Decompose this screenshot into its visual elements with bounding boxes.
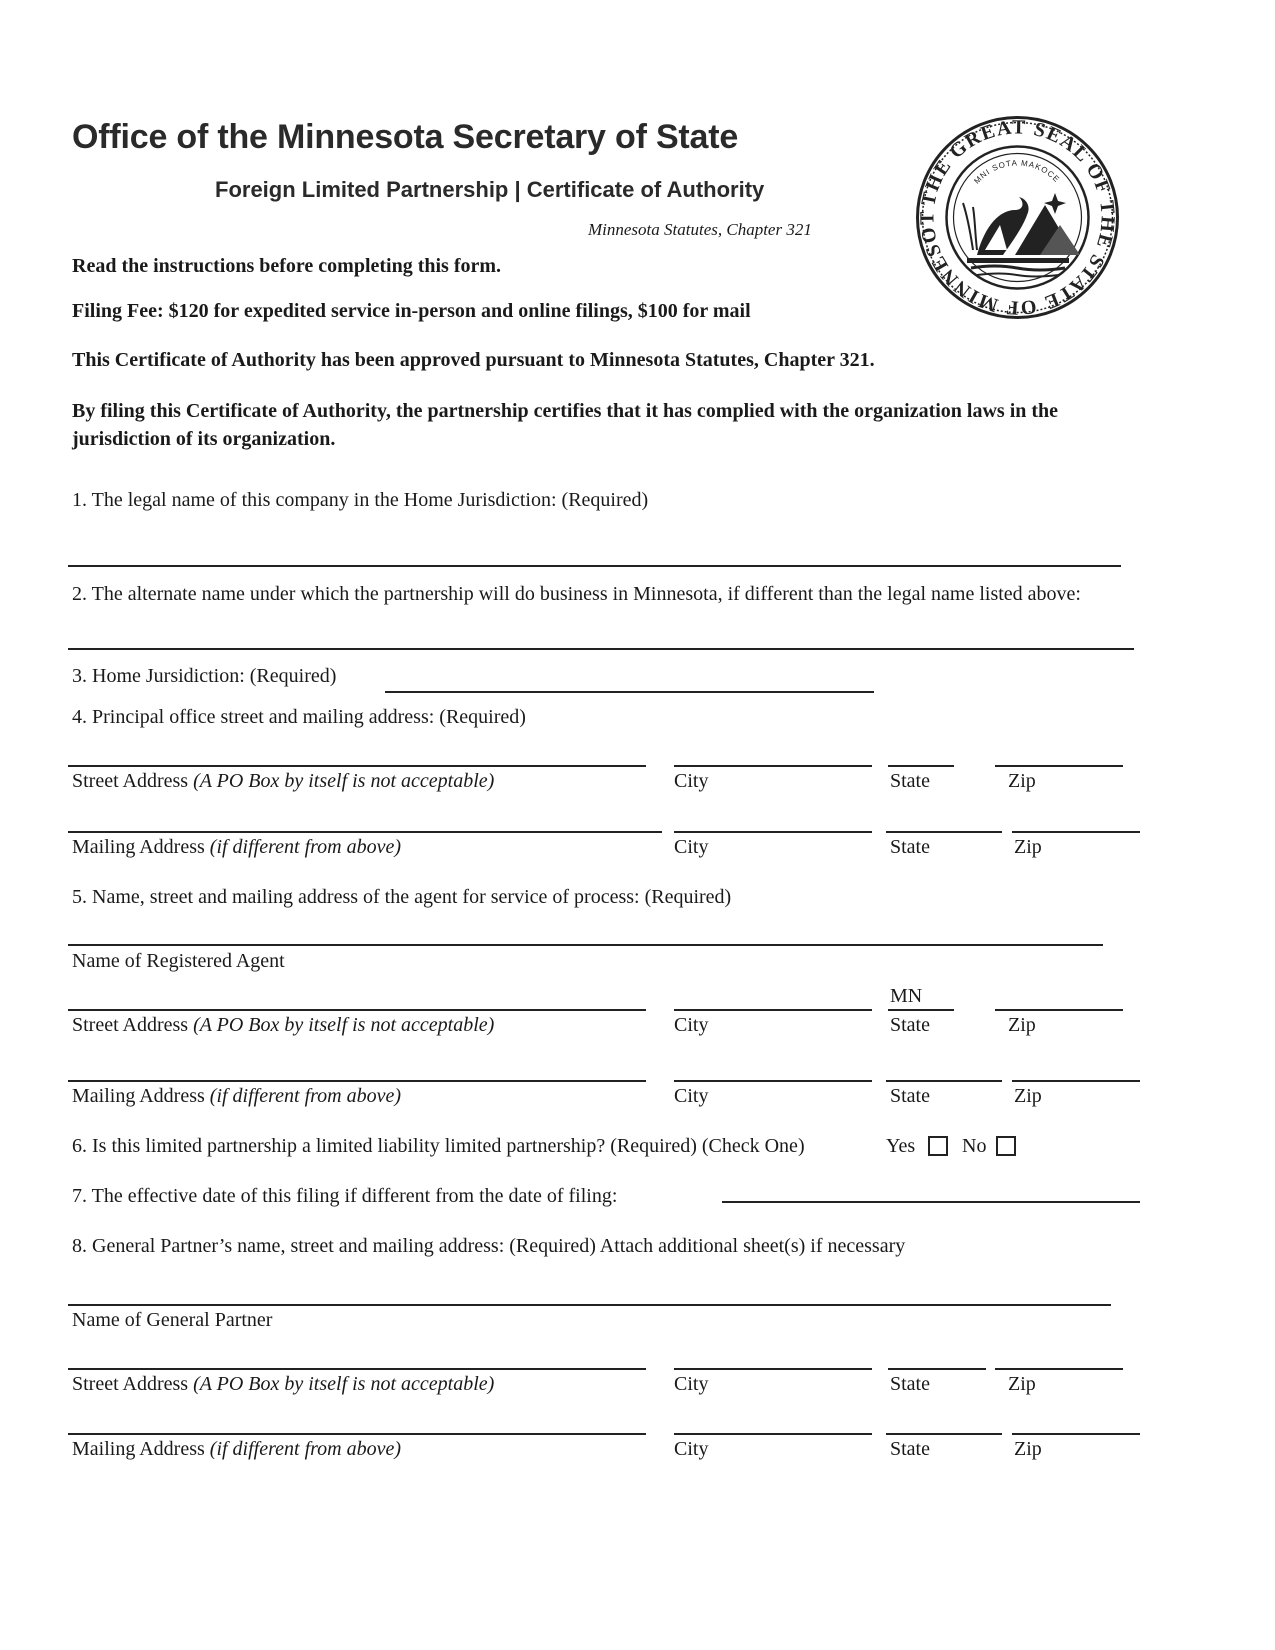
question-4-principal-office: 4. Principal office street and mailing address: (Required) — [72, 706, 526, 728]
partner-mailing-state-field[interactable] — [886, 1433, 1002, 1435]
principal-city-field[interactable] — [674, 765, 872, 767]
agent-city-field[interactable] — [674, 1009, 872, 1011]
principal-city-label: City — [674, 770, 709, 792]
principal-zip-field[interactable] — [995, 765, 1123, 767]
general-partner-name-field[interactable] — [68, 1304, 1111, 1306]
llp-no-checkbox[interactable] — [996, 1136, 1016, 1156]
principal-mailing-field[interactable] — [68, 831, 662, 833]
partner-zip-label: Zip — [1008, 1373, 1036, 1395]
partner-zip-field[interactable] — [995, 1368, 1123, 1370]
question-1-legal-name: 1. The legal name of this company in the Home Jurisdiction: (Required) — [72, 489, 649, 511]
agent-city-label: City — [674, 1014, 709, 1036]
principal-mailing-city-field[interactable] — [674, 831, 872, 833]
principal-zip-label: Zip — [1008, 770, 1036, 792]
certification-statement: By filing this Certificate of Authority, the partnership certifies that it has complied with the organization laws in the jurisdiction of its organization. — [72, 400, 1059, 450]
partner-mailing-state-label: State — [890, 1438, 930, 1460]
agent-state-field[interactable] — [888, 1009, 954, 1011]
partner-city-label: City — [674, 1373, 709, 1395]
agent-zip-field[interactable] — [995, 1009, 1123, 1011]
question-2-alternate-name: 2. The alternate name under which the partnership will do business in Minnesota, if different than the legal name listed above: — [72, 583, 1081, 605]
principal-mailing-zip-field[interactable] — [1012, 831, 1140, 833]
principal-mailing-label: Mailing Address (if different from above) — [72, 836, 402, 858]
agent-state-label: State — [890, 1014, 930, 1036]
home-jurisdiction-field[interactable] — [385, 691, 874, 693]
partner-mailing-zip-label: Zip — [1014, 1438, 1042, 1460]
alternate-name-field[interactable] — [68, 648, 1134, 650]
statute-reference: Minnesota Statutes, Chapter 321 — [588, 220, 812, 239]
page-title: Office of the Minnesota Secretary of State — [72, 118, 739, 156]
agent-mailing-label: Mailing Address (if different from above) — [72, 1085, 402, 1107]
agent-street-field[interactable] — [68, 1009, 646, 1011]
agent-zip-label: Zip — [1008, 1014, 1036, 1036]
question-8-general-partner: 8. General Partner’s name, street and mailing address: (Required) Attach additional sheet(s) if necessary — [72, 1235, 906, 1257]
principal-state-label: State — [890, 770, 930, 792]
principal-state-field[interactable] — [888, 765, 954, 767]
llp-yes-checkbox[interactable] — [928, 1136, 948, 1156]
llp-yes-label: Yes — [886, 1135, 916, 1157]
partner-city-field[interactable] — [674, 1368, 872, 1370]
agent-street-label: Street Address (A PO Box by itself is not acceptable) — [72, 1014, 495, 1036]
question-5-registered-agent: 5. Name, street and mailing address of the agent for service of process: (Required) — [72, 886, 732, 908]
principal-street-field[interactable] — [68, 765, 646, 767]
principal-mailing-city-label: City — [674, 836, 709, 858]
partner-state-field[interactable] — [888, 1368, 986, 1370]
registered-agent-label: Name of Registered Agent — [72, 950, 285, 972]
question-6-llp: 6. Is this limited partnership a limited liability limited partnership? (Required) (Check One) — [72, 1135, 805, 1157]
agent-mailing-zip-label: Zip — [1014, 1085, 1042, 1107]
agent-state-value: MN — [890, 985, 923, 1007]
state-seal-icon — [915, 115, 1120, 320]
partner-street-label: Street Address (A PO Box by itself is not acceptable) — [72, 1373, 495, 1395]
partner-mailing-field[interactable] — [68, 1433, 646, 1435]
agent-mailing-field[interactable] — [68, 1080, 646, 1082]
principal-mailing-state-label: State — [890, 836, 930, 858]
question-7-effective-date: 7. The effective date of this filing if different from the date of filing: — [72, 1185, 618, 1207]
partner-mailing-city-field[interactable] — [674, 1433, 872, 1435]
agent-mailing-city-field[interactable] — [674, 1080, 872, 1082]
agent-mailing-city-label: City — [674, 1085, 709, 1107]
registered-agent-name-field[interactable] — [68, 944, 1103, 946]
agent-mailing-zip-field[interactable] — [1012, 1080, 1140, 1082]
partner-mailing-city-label: City — [674, 1438, 709, 1460]
principal-mailing-zip-label: Zip — [1014, 836, 1042, 858]
instructions-notice: Read the instructions before completing this form. — [72, 255, 502, 277]
principal-mailing-state-field[interactable] — [886, 831, 1002, 833]
svg-text:THE GREAT SEAL OF THE STATE OF: THE GREAT SEAL OF THE STATE OF MINNESOT — [916, 116, 1119, 319]
principal-street-label: Street Address (A PO Box by itself is not acceptable) — [72, 770, 495, 792]
general-partner-label: Name of General Partner — [72, 1309, 273, 1331]
partner-state-label: State — [890, 1373, 930, 1395]
partner-street-field[interactable] — [68, 1368, 646, 1370]
form-subtitle: Foreign Limited Partnership | Certificate of Authority — [215, 177, 765, 202]
legal-name-field[interactable] — [68, 565, 1121, 567]
effective-date-field[interactable] — [722, 1201, 1140, 1203]
agent-mailing-state-field[interactable] — [886, 1080, 1002, 1082]
partner-mailing-zip-field[interactable] — [1012, 1433, 1140, 1435]
filing-fee: Filing Fee: $120 for expedited service in-person and online filings, $100 for mail — [72, 300, 751, 322]
svg-text:MNI SOTA MAKOCE: MNI SOTA MAKOCE — [972, 158, 1062, 186]
partner-mailing-label: Mailing Address (if different from above) — [72, 1438, 402, 1460]
approval-statement: This Certificate of Authority has been approved pursuant to Minnesota Statutes, Chapter 321. — [72, 349, 875, 371]
agent-mailing-state-label: State — [890, 1085, 930, 1107]
llp-no-label: No — [962, 1135, 987, 1157]
question-3-home-jurisdiction: 3. Home Jursidiction: (Required) — [72, 665, 337, 687]
